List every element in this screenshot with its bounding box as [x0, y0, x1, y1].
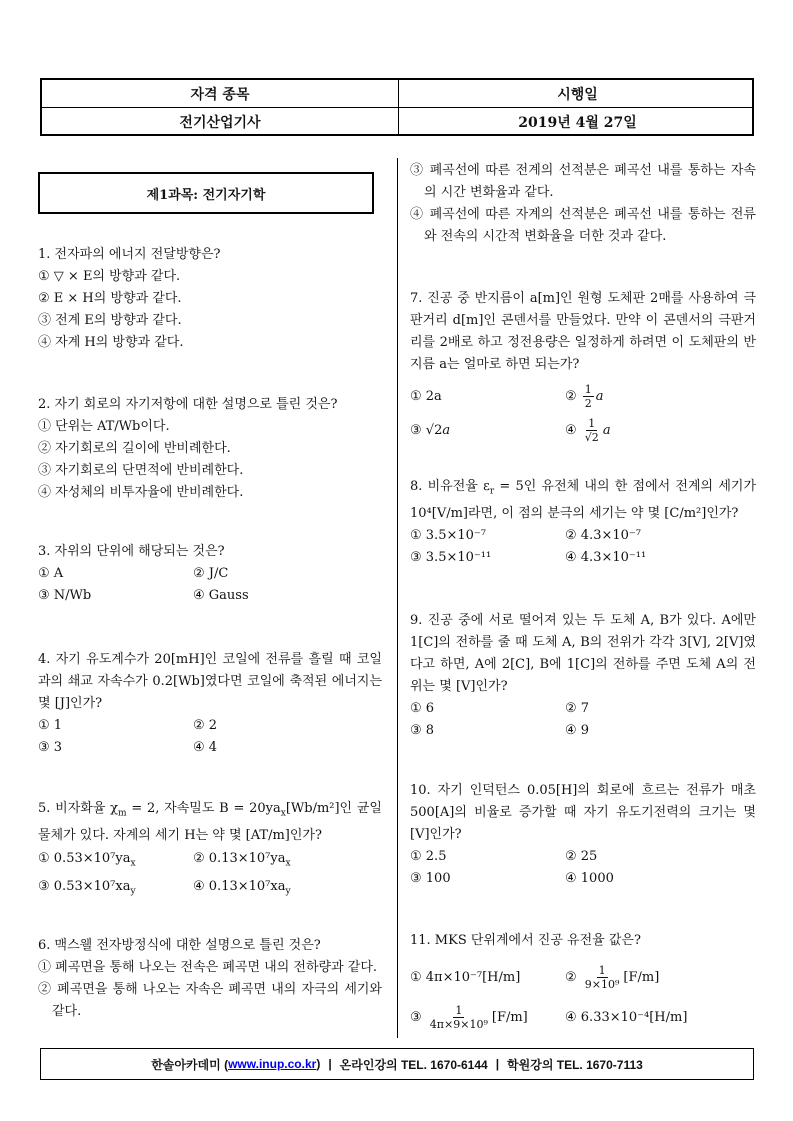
option-1[interactable]: ① ▽ × E의 방향과 같다.	[38, 269, 181, 284]
option-2[interactable]: ② 자기회로의 길이에 반비례한다.	[38, 441, 231, 456]
option-1[interactable]: ① 1	[38, 718, 63, 733]
question-10	[410, 780, 756, 890]
exam-date-heading: 시행일	[557, 86, 598, 103]
footer-offline-phone: 학원강의 TEL. 1670-7113	[507, 1057, 643, 1072]
footer-academy: 한솔아카데미 (	[151, 1057, 229, 1072]
question-text: 11. MKS 단위계에서 진공 유전율 값은?	[410, 933, 641, 948]
option-2[interactable]: ② 2	[193, 718, 218, 733]
option-3[interactable]: ③ 8	[410, 723, 435, 738]
option-1[interactable]: ① $0.53\times 10^7ya_x$	[38, 850, 136, 869]
option-3[interactable]: ③ $0.53\times 10^7xa_y$	[38, 879, 136, 897]
exam-subject-heading: 자격 종목	[42, 80, 399, 107]
question-6	[38, 935, 382, 1023]
question-text: 3. 자위의 단위에 해당되는 것은?	[38, 544, 225, 559]
option-2[interactable]: ② $\frac{1}{\text{9×10⁹}}$ [F/m]	[565, 964, 660, 991]
option-4[interactable]: ④ $\frac{1}{√2}$ a	[565, 417, 611, 444]
option-4[interactable]: ④ 1000	[565, 871, 614, 886]
option-4[interactable]: ④ 자성체의 비투자율에 반비례한다.	[38, 485, 244, 500]
option-3[interactable]: ③ 자기회로의 단면적에 반비례한다.	[38, 463, 244, 478]
option-1[interactable]: ① 2.5	[410, 849, 447, 864]
option-4[interactable]: ④ $0.13\times 10^7xa_y$	[193, 879, 291, 897]
left-column	[38, 160, 382, 1019]
exam-info-value-row	[42, 107, 752, 135]
option-4[interactable]: ④ 4	[193, 740, 218, 755]
option-3[interactable]: ③ 3.5×10⁻¹¹	[410, 549, 492, 565]
option-3[interactable]: ③ 폐곡선에 따른 전계의 선적분은 폐곡선 내를 통하는 자속의 시간 변화율과 같다.	[410, 163, 756, 200]
question-5	[38, 798, 382, 904]
question-3	[38, 541, 382, 607]
footer-bar	[40, 1048, 754, 1080]
question-text: 9. 진공 중에 서로 떨어져 있는 두 도체 A, B가 있다. A에만 1[C]의 전하를 줄 때 도체 A, B의 전위가 각각 3[V], 2[V]였다고 하면, A에 2[C], B에 1[C]의 전하를 주면 도체 A의 전위는 몇 [V]인가?	[410, 613, 756, 694]
question-text: 2. 자기 회로의 자기저항에 대한 설명으로 틀린 것은?	[38, 397, 338, 412]
question-11	[410, 930, 756, 1038]
option-2[interactable]: ② $\frac{1}{2}$ a	[565, 383, 604, 410]
question-text: 8. 비유전율 $\varepsilon_r = 5$인 유전체 내의 한 점에서 전계의 세기가 10⁴[V/m]라면, 이 점의 분극의 세기는 약 몇 [C/m²]인가?	[410, 479, 757, 521]
option-3[interactable]: ③ 100	[410, 871, 451, 886]
option-1[interactable]: ① 단위는 AT/Wb이다.	[38, 419, 170, 434]
question-text: 6. 맥스웰 전자방정식에 대한 설명으로 틀린 것은?	[38, 938, 321, 953]
option-1[interactable]: ① A	[38, 566, 64, 581]
footer-separator: |	[495, 1057, 500, 1071]
option-4[interactable]: ④ 9	[565, 723, 590, 738]
question-text: 5. 비자화율 $\chi_m = 2$, 자속밀도 $B = 20ya_x[Wb/m^2]$인 균일 물체가 있다. 자계의 세기 H는 약 몇 [AT/m]인가?	[38, 801, 382, 843]
option-4[interactable]: ④ Gauss	[193, 588, 249, 603]
question-1	[38, 244, 382, 354]
option-4[interactable]: ④ 자계 H의 방향과 같다.	[38, 335, 184, 350]
footer-separator: |	[328, 1057, 332, 1071]
question-6-continued	[410, 160, 756, 248]
question-text: 10. 자기 인덕턴스 0.05[H]의 회로에 흐르는 전류가 매초 500[A]의 비율로 증가할 때 자기 유도기전력의 크기는 몇 [V]인가?	[410, 783, 756, 842]
exam-date-value: 2019년 4월 27일	[518, 114, 637, 131]
option-3[interactable]: ③ $\frac{1}{\text{4π×9×10⁹}}$ [F/m]	[410, 1004, 528, 1031]
option-1[interactable]: ① 폐곡면을 통해 나오는 전속은 폐곡면 내의 전하량과 같다.	[38, 960, 378, 975]
exam-subject-value: 전기산업기사	[42, 108, 399, 135]
option-1[interactable]: ① 2a	[410, 389, 442, 404]
footer-online-phone: 온라인강의 TEL. 1670-6144	[339, 1057, 488, 1072]
option-4[interactable]: ④ 폐곡선에 따른 자계의 선적분은 폐곡선 내를 통하는 전류와 전속의 시간적 변화율을 더한 것과 같다.	[410, 207, 756, 244]
option-2[interactable]: ② E × H의 방향과 같다.	[38, 291, 182, 306]
option-2[interactable]: ② J/C	[193, 566, 229, 581]
option-2[interactable]: ② 7	[565, 701, 590, 716]
option-1[interactable]: ① 4π×10⁻⁷[H/m]	[410, 970, 521, 985]
question-9	[410, 610, 756, 742]
column-divider	[397, 158, 398, 1038]
option-1[interactable]: ① 3.5×10⁻⁷	[410, 527, 486, 543]
option-3[interactable]: ③ N/Wb	[38, 588, 92, 603]
option-4[interactable]: ④ 4.3×10⁻¹¹	[565, 549, 647, 565]
question-text: 1. 전자파의 에너지 전달방향은?	[38, 247, 221, 262]
option-2[interactable]: ② $0.13\times 10^7ya_x$	[193, 850, 291, 869]
option-1[interactable]: ① 6	[410, 701, 435, 716]
option-2[interactable]: ② 4.3×10⁻⁷	[565, 527, 641, 543]
question-text: 4. 자기 유도계수가 20[mH]인 코일에 전류를 흘릴 때 코일과의 쇄교 자속수가 0.2[Wb]였다면 코일에 축적된 에너지는 몇 [J]인가?	[38, 652, 382, 711]
footer-paren: )	[316, 1057, 321, 1071]
option-2[interactable]: ② 25	[565, 849, 598, 864]
exam-info-table	[40, 78, 754, 136]
question-text: 7. 진공 중 반지름이 a[m]인 원형 도체판 2매를 사용하여 극판거리 d[m]인 콘덴서를 만들었다. 만약 이 콘덴서의 극판거리를 2배로 하고 정전용량은 일정하게 하려면 이 도체판의 반지름 a는 얼마로 하면 되는가?	[410, 291, 756, 372]
question-2	[38, 394, 382, 504]
option-3[interactable]: ③ 3	[38, 740, 63, 755]
academy-website-link[interactable]: www.inup.co.kr	[228, 1057, 317, 1071]
question-4	[38, 649, 382, 759]
option-4[interactable]: ④ 6.33×10⁻⁴[H/m]	[565, 1010, 688, 1025]
option-2[interactable]: ② 폐곡면을 통해 나오는 자속은 폐곡면 내의 자극의 세기와 같다.	[38, 982, 382, 1019]
question-8	[410, 476, 756, 569]
option-3[interactable]: ③ √2a	[410, 423, 451, 438]
question-7	[410, 288, 756, 448]
option-3[interactable]: ③ 전계 E의 방향과 같다.	[38, 313, 182, 328]
exam-info-header-row	[42, 80, 752, 107]
subject-title: 제1과목: 전기자기학	[38, 172, 374, 214]
